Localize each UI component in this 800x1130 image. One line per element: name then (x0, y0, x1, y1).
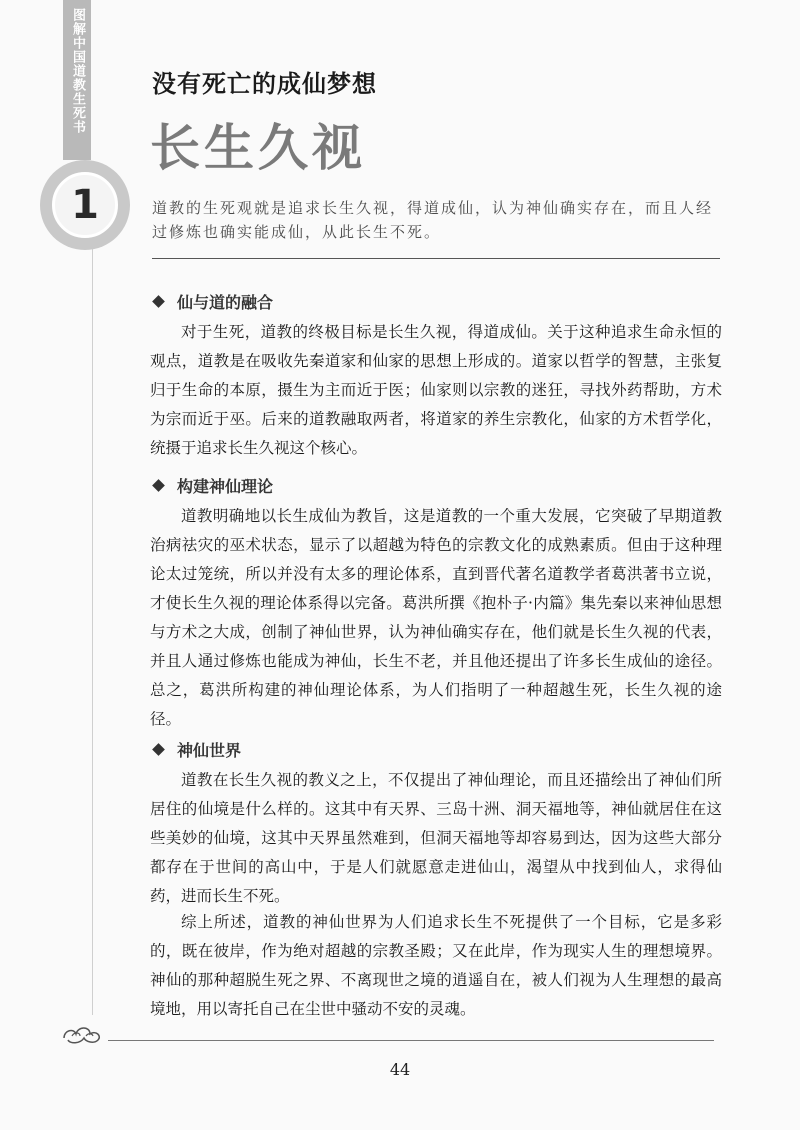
series-title: 图解中国道教生死书 (70, 8, 85, 134)
diamond-bullet-icon (152, 295, 165, 308)
section-heading-text: 神仙世界 (177, 741, 242, 760)
margin-line (92, 235, 93, 1015)
section-2-paragraph-1: 道教明确地以长生成仙为教旨，这是道教的一个重大发展，它突破了早期道教治病祛灾的巫术状态，显示了以超越为特色的宗教文化的成熟素质。但由于这种理论太过笼统，所以并没有太多的理论体系，直到晋代著名道教学者葛洪著书立说，才使长生久视的理论体系得以完备。葛洪所撰《抱朴子·内篇》集先秦以来神仙思想与方术之大成，创制了神仙世界，认为神仙确实存在，他们就是长生久视的代表，并且人通过修炼也能成为神仙，长生不老，并且他还提出了许多长生成仙的途径。总之，葛洪所构建的神仙理论体系，为人们指明了一种超越生死，长生久视的途径。 (150, 507, 722, 728)
diamond-bullet-icon (152, 479, 165, 492)
section-heading-text: 仙与道的融合 (177, 293, 274, 312)
page-title: 长生久视 (150, 119, 366, 177)
section-heading-2 (152, 474, 273, 497)
section-1-paragraph-1: 对于生死，道教的终极目标是长生久视，得道成仙。关于这种追求生命永恒的观点，道教是在吸收先秦道家和仙家的思想上形成的。道家以哲学的智慧，主张复归于生命的本原，摄生为主而近于医；仙家则以宗教的迷狂，寻找外药帮助，方术为宗而近于巫。后来的道教融取两者，将道家的养生宗教化，仙家的方术哲学化，统摄于追求长生久视这个核心。 (150, 323, 722, 457)
page-number: 44 (389, 1060, 411, 1079)
section-heading-text: 构建神仙理论 (177, 477, 274, 496)
intro-divider (152, 258, 720, 259)
section-3-paragraph-1: 道教在长生久视的教义之上，不仅提出了神仙理论，而且还描绘出了神仙们所居住的仙境是什么样的。这其中有天界、三岛十洲、洞天福地等，神仙就居住在这些美妙的仙境，这其中天界虽然难到，但洞天福地等却容易到达，因为这些大部分都存在于世间的高山中，于是人们就愿意走进仙山，渴望从中找到仙人，求得仙药，进而长生不死。 (150, 771, 722, 905)
section-heading-1 (152, 290, 273, 313)
chapter-number: 1 (52, 172, 118, 238)
cloud-ornament-icon (60, 1018, 104, 1048)
footer-divider (108, 1040, 714, 1041)
section-heading-3 (152, 738, 241, 761)
section-3-paragraph-2: 综上所述，道教的神仙世界为人们追求长生不死提供了一个目标，它是多彩的，既在彼岸，作为绝对超越的宗教圣殿；又在此岸，作为现实人生的理想境界。神仙的那种超脱生死之界、不离现世之境的逍遥自在，被人们视为人生理想的最高境地，用以寄托自己在尘世中骚动不安的灵魂。 (150, 913, 722, 1018)
chapter-badge (40, 160, 130, 250)
intro-text: 道教的生死观就是追求长生久视，得道成仙，认为神仙确实存在，而且人经过修炼也确实能成仙，从此长生不死。 (152, 199, 714, 241)
series-tab (63, 0, 91, 160)
page-subtitle: 没有死亡的成仙梦想 (152, 70, 377, 98)
diamond-bullet-icon (152, 743, 165, 756)
